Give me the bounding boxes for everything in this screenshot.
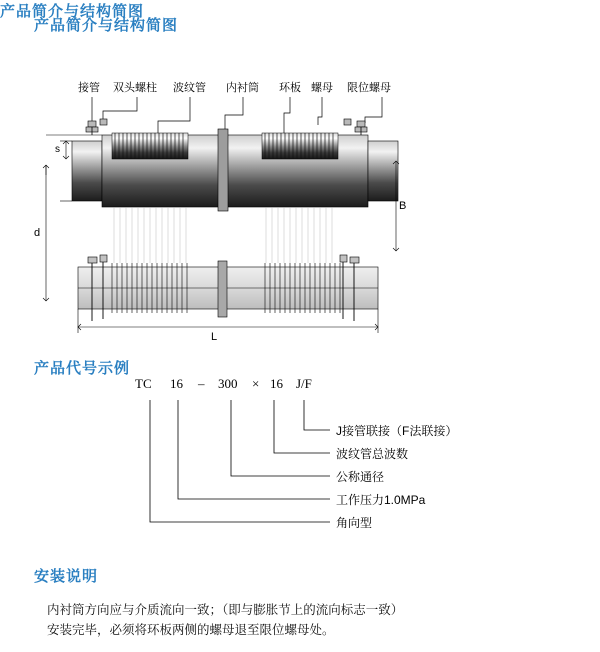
dimension-label-s: s	[55, 144, 60, 155]
heading-install: 安装说明	[34, 568, 99, 585]
code-token-2: –	[198, 376, 205, 391]
code-token-4: ×	[252, 376, 260, 391]
callout-label-1: 双头螺柱	[113, 82, 157, 94]
code-token-3: 300	[218, 376, 238, 391]
product-code-svg	[0, 372, 600, 537]
heading-product-code: 产品代号示例	[34, 360, 131, 377]
callout-label-6: 限位螺母	[347, 82, 391, 94]
dimension-label-L: L	[211, 331, 218, 343]
callout-label-0: 接管	[78, 82, 100, 94]
install-notes	[47, 600, 567, 640]
structure-diagram-svg	[0, 55, 600, 345]
code-desc-3: 工作压力1.0MPa	[336, 493, 426, 507]
structure-diagram	[0, 55, 600, 345]
callout-label-2: 波纹管	[173, 82, 206, 94]
code-desc-2: 公称通径	[336, 470, 385, 484]
product-code-diagram	[0, 372, 600, 537]
callout-label-5: 螺母	[311, 82, 333, 94]
dimension-label-B: B	[399, 200, 407, 212]
code-token-6: J/F	[296, 376, 312, 391]
callout-label-4: 环板	[279, 82, 301, 94]
code-token-0: TC	[135, 376, 152, 391]
callout-label-3: 内衬筒	[226, 82, 259, 94]
code-token-5: 16	[270, 376, 283, 391]
dimension-label-d: d	[34, 227, 41, 239]
code-token-1: 16	[170, 376, 183, 391]
install-note-1: 安装完毕，必须将环板两侧的螺母退至限位螺母处。	[47, 623, 335, 637]
install-note-0: 内衬筒方向应与介质流向一致；（即与膨胀节上的流向标志一致）	[47, 603, 404, 617]
code-desc-0: J接管联接（F法联接）	[336, 424, 458, 438]
section-title-product-intro: 产品简介与结构简图	[0, 3, 145, 20]
code-desc-4: 角向型	[336, 516, 373, 530]
code-desc-1: 波纹管总波数	[336, 447, 409, 461]
heading-product-intro: 产品简介与结构简图	[34, 17, 179, 34]
